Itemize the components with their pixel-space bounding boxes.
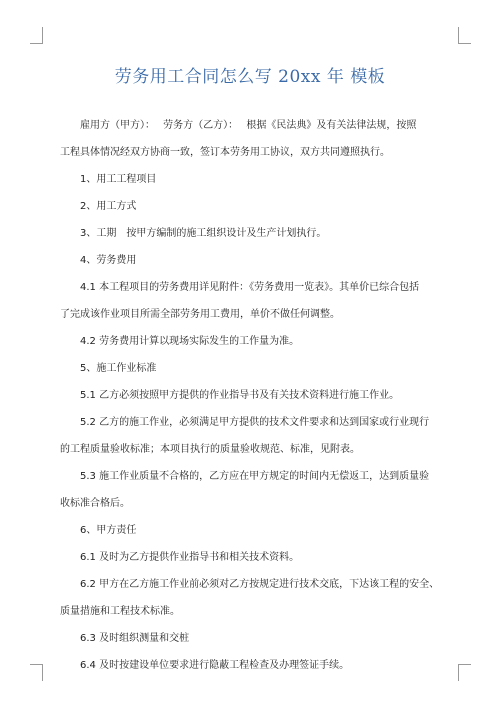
body-line: 5.3 施工作业质量不合格的，乙方应在甲方规定的时间内无偿返工，达到质量验: [80, 471, 430, 482]
body-line: 5.1 乙方必须按照甲方提供的作业指导书及有关技术资料进行施工作业。: [80, 390, 400, 401]
body-line: 6.2 甲方在乙方施工作业前必须对乙方按规定进行技术交底，下达该工程的安全、: [80, 579, 440, 590]
crop-mark-bottom-right: [458, 664, 471, 681]
body-line: 5.2 乙方的施工作业，必须满足甲方提供的技术文件要求和达到国家或行业现行: [80, 417, 430, 428]
body-line: 雇用方（甲方）： 劳务方（乙方）： 根据《民法典》及有关法律法规，按照: [80, 120, 417, 131]
body-line: 4.1 本工程项目的劳务费用详见附件：《劳务费用一览表》。其单价已综合包括: [80, 282, 420, 293]
body-line: 收标准合格后。: [60, 498, 130, 509]
body-line: 4、劳务费用: [80, 255, 137, 266]
body-line: 6.4 及时按建设单位要求进行隐蔽工程检查及办理签证手续。: [80, 660, 350, 671]
body-line: 5、施工作业标准: [80, 363, 157, 374]
body-line: 4.2 劳务费用计算以现场实际发生的工作量为准。: [80, 336, 300, 347]
body-line: 2、用工方式: [80, 201, 137, 212]
crop-mark-top-right: [458, 27, 471, 44]
crop-mark-bottom-left: [30, 664, 43, 681]
body-line: 了完成该作业项目所需全部劳务用工费用，单价不做任何调整。: [60, 309, 340, 320]
body-line: 6.3 及时组织测量和交桩: [80, 633, 190, 644]
body-line: 6、甲方责任: [80, 525, 137, 536]
body-line: 质量措施和工程技术标准。: [60, 606, 180, 617]
body-line: 3、工期 按甲方编制的施工组织设计及生产计划执行。: [80, 228, 327, 239]
document-body: [60, 112, 450, 679]
body-line: 的工程质量验收标准；本项目执行的质量验收规范、标准，见附表。: [60, 444, 360, 455]
body-line: 6.1 及时为乙方提供作业指导书和相关技术资料。: [80, 552, 300, 563]
body-line: 1、用工工程项目: [80, 174, 157, 185]
document-title: 劳务用工合同怎么写 20xx 年 模板: [114, 67, 386, 87]
crop-mark-top-left: [30, 27, 43, 44]
body-line: 工程具体情况经双方协商一致，签订本劳务用工协议，双方共同遵照执行。: [60, 147, 390, 158]
